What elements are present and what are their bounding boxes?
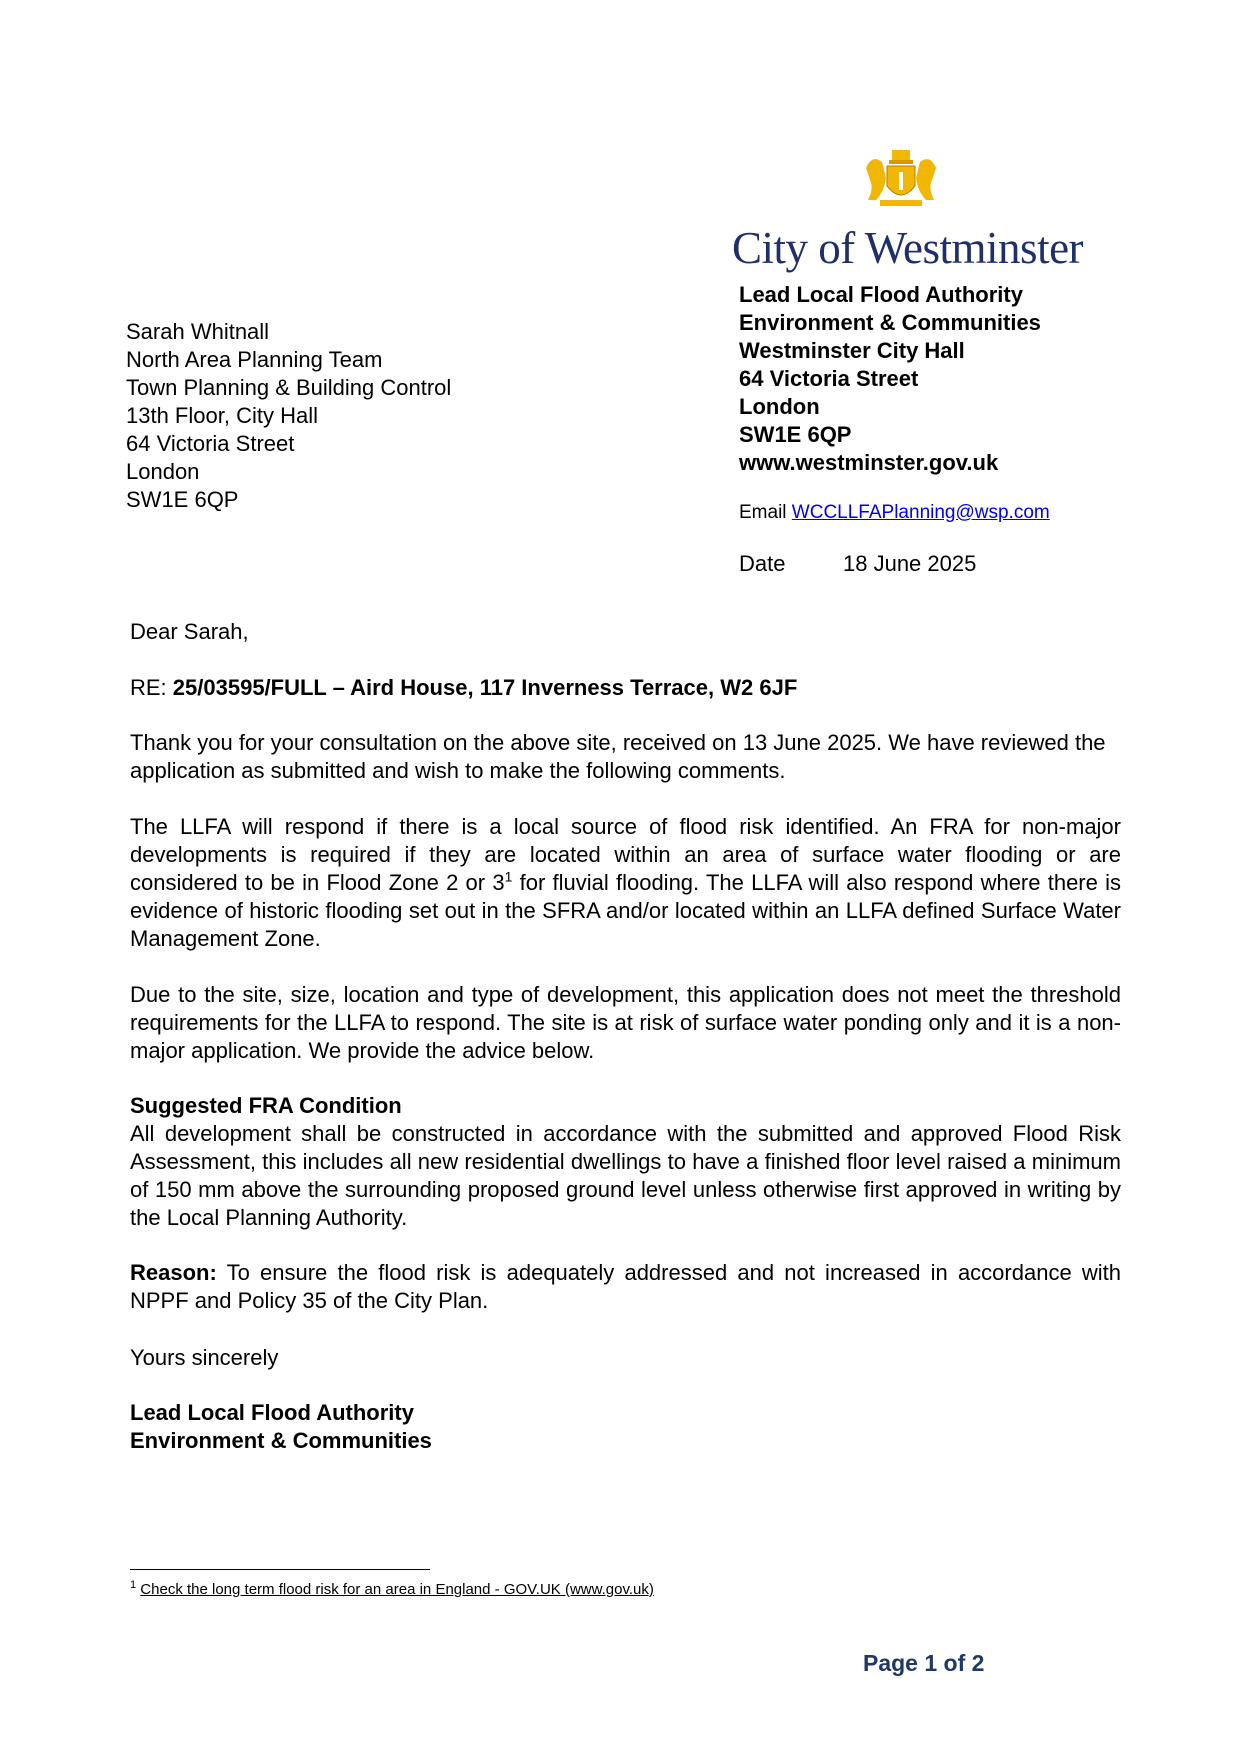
reason-label: Reason:	[130, 1260, 217, 1285]
recipient-line: Town Planning & Building Control	[126, 375, 452, 400]
subject-reference: 25/03595/FULL – Aird House, 117 Inverness Terrace, W2 6JF	[172, 675, 798, 700]
date-row	[739, 551, 976, 577]
footnote-link[interactable]: Check the long term flood risk for an area in England - GOV.UK (www.gov.uk)	[140, 1581, 654, 1598]
paragraph-text: for fluvial flooding. The LLFA will also respond where there is evidence of historic flooding set out in the SFRA and/or located within an LLFA defined Surface Water Management Zone.	[130, 870, 1121, 951]
paragraph-llfa-criteria	[130, 813, 1121, 953]
recipient-line: 13th Floor, City Hall	[126, 403, 318, 428]
condition-heading: Suggested FRA Condition	[130, 1093, 402, 1118]
sender-line: Lead Local Flood Authority	[739, 282, 1023, 307]
sender-line: Westminster City Hall	[739, 338, 965, 363]
closing: Yours sincerely	[130, 1345, 279, 1370]
sender-line: SW1E 6QP	[739, 422, 852, 447]
recipient-address	[126, 318, 451, 514]
recipient-line: London	[126, 459, 200, 484]
sender-line: 64 Victoria Street	[739, 366, 919, 391]
reason-text: To ensure the flood risk is adequately addressed and not increased in accordance with NPPF and Policy 35 of the City Plan.	[130, 1260, 1121, 1313]
recipient-line: 64 Victoria Street	[126, 431, 295, 456]
sender-address	[739, 281, 1041, 477]
email-label: Email	[739, 502, 787, 523]
sender-line: Environment & Communities	[739, 310, 1041, 335]
recipient-line: SW1E 6QP	[126, 487, 239, 512]
footnote-ref: 1	[504, 868, 513, 885]
westminster-crest-logo	[862, 148, 940, 215]
reason-paragraph	[130, 1259, 1121, 1315]
subject-line	[130, 674, 1121, 702]
paragraph-text: The LLFA will respond if there is a local source of flood risk identified. An FRA for non-major developments is required if they are located within an area of surface water flooding or are considered to be in Flood Zone 2 or 3	[130, 814, 1121, 895]
paragraph-threshold: Due to the site, size, location and type of development, this application does not meet the threshold requirements for the LLFA to respond. The site is at risk of surface water ponding only and it is a non-major application. We provide the advice below.	[130, 982, 1121, 1063]
salutation: Dear Sarah,	[130, 619, 249, 644]
recipient-line: Sarah Whitnall	[126, 319, 270, 344]
sender-line: London	[739, 394, 820, 419]
date-label: Date	[739, 551, 786, 576]
footnote	[130, 1581, 654, 1598]
footnote-divider	[130, 1569, 430, 1570]
signature-block	[130, 1399, 1121, 1455]
paragraph-consultation: Thank you for your consultation on the above site, received on 13 June 2025. We have reviewed the application as submitted and wish to make the following comments.	[130, 730, 1106, 783]
email-row	[739, 502, 1050, 524]
city-of-westminster-logo-text: City of Westminster	[732, 223, 1084, 273]
footnote-number: 1	[130, 1579, 137, 1591]
sender-website: www.westminster.gov.uk	[739, 450, 999, 475]
condition-text: All development shall be constructed in accordance with the submitted and approved Flood Risk Assessment, this includes all new residential dwellings to have a finished floor level raised a minimum of 150 mm above the surrounding proposed ground level unless otherwise first approved in writing by the Local Planning Authority.	[130, 1121, 1121, 1230]
email-link[interactable]: WCCLLFAPlanning@wsp.com	[791, 502, 1050, 523]
signature-line: Environment & Communities	[130, 1428, 432, 1453]
subject-prefix: RE:	[130, 675, 173, 700]
signature-line: Lead Local Flood Authority	[130, 1400, 414, 1425]
recipient-line: North Area Planning Team	[126, 347, 383, 372]
date-value: 18 June 2025	[843, 551, 977, 576]
page-number: Page 1 of 2	[863, 1650, 985, 1676]
